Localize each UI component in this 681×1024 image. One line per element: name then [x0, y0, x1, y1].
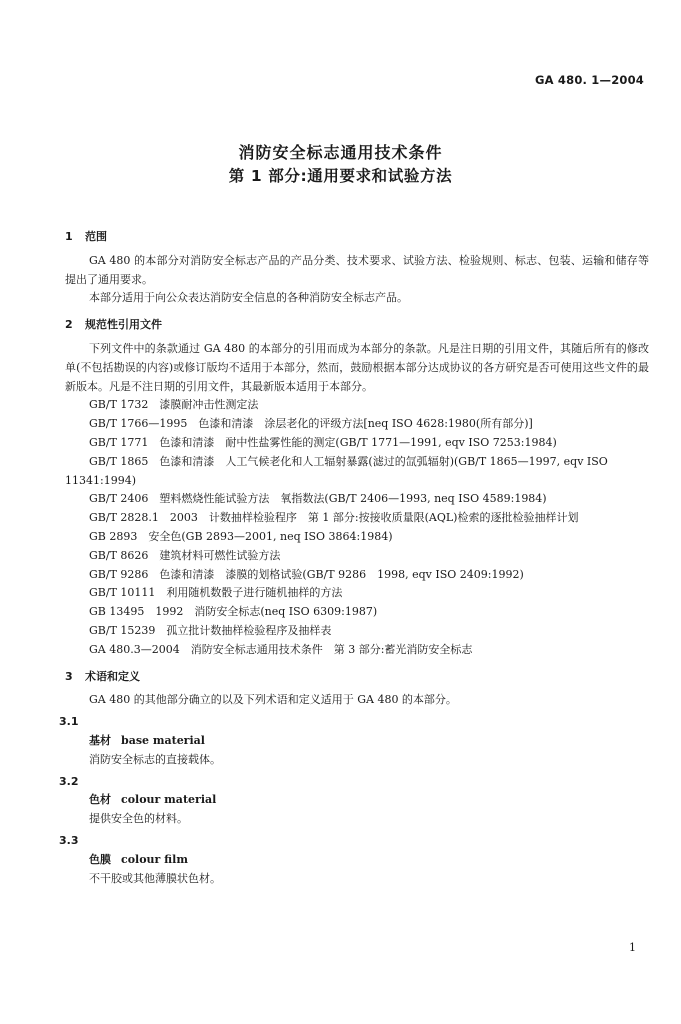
term-entry	[65, 851, 649, 870]
standard-code: GA 480. 1—2004	[534, 73, 644, 87]
reference-item: GB 2893 安全色(GB 2893—2001, neq ISO 3864:1984)	[89, 529, 393, 543]
section-title: 规范性引用文件	[85, 318, 162, 332]
reference-item: GB/T 1865 色漆和清漆 人工气候老化和人工辐射暴露(滤过的氙弧辐射)(GB/T 1865—1997, eqv ISO 11341:1994)	[65, 454, 608, 487]
section-heading-1	[65, 228, 649, 247]
reference-item: GB 13495 1992 消防安全标志(neq ISO 6309:1987)	[89, 605, 378, 619]
reference-item: GB/T 9286 色漆和清漆 漆膜的划格试验(GB/T 9286 1998, eqv ISO 2409:1992)	[89, 567, 524, 581]
page-number: 1	[629, 941, 636, 954]
section-title: 范围	[85, 230, 107, 243]
reference-item: GB/T 1771 色漆和清漆 耐中性盐雾性能的测定(GB/T 1771—1991, eqv ISO 7253:1984)	[89, 435, 557, 449]
reference-item: GB/T 1766—1995 色漆和清漆 涂层老化的评级方法[neq ISO 4628:1980(所有部分)]	[89, 417, 533, 431]
reference-item: GB/T 2406 塑料燃烧性能试验方法 氧指数法(GB/T 2406—1993, neq ISO 4589:1984)	[89, 492, 547, 506]
section-heading-2	[65, 316, 649, 335]
document-title: 消防安全标志通用技术条件	[238, 143, 443, 162]
term-english: base material	[121, 733, 205, 747]
reference-item: GB/T 8626 建筑材料可燃性试验方法	[89, 548, 281, 562]
section-heading-3	[65, 668, 649, 687]
term-number: 3.2	[59, 774, 79, 788]
term-entry	[65, 791, 649, 810]
section-title: 术语和定义	[85, 669, 140, 683]
document-subtitle: 第 1 部分:通用要求和试验方法	[228, 167, 453, 185]
term-english: colour material	[121, 793, 217, 807]
paragraph: 下列文件中的条款通过 GA 480 的本部分的引用而成为本部分的条款。凡是注日期的引用文件，其随后所有的修改单(不包括勘误的内容)或修订版均不适用于本部分，然而，鼓励根据本部分达成协议的各方研究是否可使用这些文件的最新版本。凡是不注日期的引用文件，其最新版本适用于本部分。	[65, 341, 649, 393]
reference-item: GB/T 10111 利用随机数骰子进行随机抽样的方法	[89, 586, 343, 600]
term-definition: 提供安全色的材料。	[89, 812, 188, 826]
reference-item: GB/T 2828.1 2003 计数抽样检验程序 第 1 部分:按接收质量限(AQL)检索的逐批检验抽样计划	[89, 511, 579, 525]
section-number: 3	[65, 669, 73, 683]
term-definition: 不干胶或其他薄膜状色材。	[89, 871, 221, 885]
section-number: 2	[65, 318, 73, 332]
reference-item: GB/T 1732 漆膜耐冲击性测定法	[89, 398, 259, 412]
reference-item: GB/T 15239 孤立批计数抽样检验程序及抽样表	[89, 623, 332, 637]
term-definition: 消防安全标志的直接载体。	[89, 752, 221, 766]
paragraph: 本部分适用于向公众表达消防安全信息的各种消防安全标志产品。	[89, 291, 408, 305]
term-number: 3.3	[59, 833, 79, 847]
term-entry	[65, 732, 649, 751]
reference-item: GA 480.3—2004 消防安全标志通用技术条件 第 3 部分:蓄光消防安全标志	[89, 642, 473, 656]
section-number: 1	[65, 230, 73, 243]
paragraph: GA 480 的其他部分确立的以及下列术语和定义适用于 GA 480 的本部分。	[89, 693, 457, 707]
term-chinese: 色材	[89, 793, 111, 807]
term-chinese: 色膜	[89, 852, 111, 866]
term-number: 3.1	[59, 715, 79, 729]
document-body	[59, 222, 649, 888]
term-english: colour film	[121, 852, 188, 866]
term-chinese: 基材	[89, 733, 111, 747]
paragraph: GA 480 的本部分对消防安全标志产品的产品分类、技术要求、试验方法、检验规则、标志、包装、运输和储存等提出了通用要求。	[65, 253, 649, 286]
